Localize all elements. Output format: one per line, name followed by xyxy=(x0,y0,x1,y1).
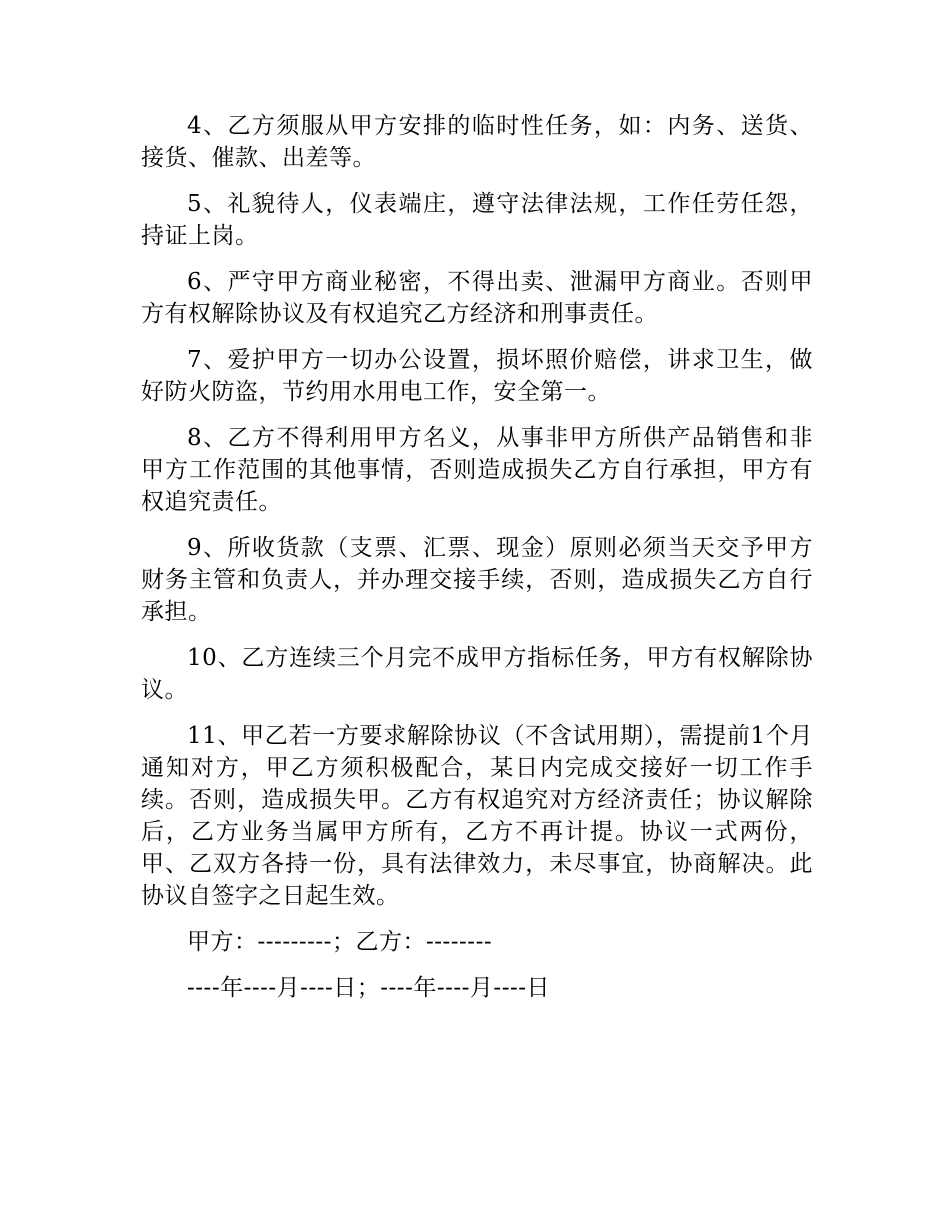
clause-9: 9、所收货款（支票、汇票、现金）原则必须当天交予甲方财务主管和负责人，并办理交接手续，否则，造成损失乙方自行承担。 xyxy=(141,535,813,625)
clause-10: 10、乙方连续三个月完不成甲方指标任务，甲方有权解除协议。 xyxy=(141,645,813,703)
clause-6: 6、严守甲方商业秘密，不得出卖、泄漏甲方商业。否则甲方有权解除协议及有权追究乙方经济和刑事责任。 xyxy=(141,269,813,327)
clause-5: 5、礼貌待人，仪表端庄，遵守法律法规，工作任劳任怨，持证上岗。 xyxy=(141,191,813,249)
document-body xyxy=(141,110,813,1018)
clause-11: 11、甲乙若一方要求解除协议（不含试用期），需提前1个月通知对方，甲乙方须积极配合，某日内完成交接好一切工作手续。否则，造成损失甲。乙方有权追究对方经济责任；协议解除后，乙方业务当属甲方所有，乙方不再计提。协议一式两份，甲、乙双方各持一份，具有法律效力，未尽事宜，协商解决。此协议自签字之日起生效。 xyxy=(141,723,813,909)
clause-4: 4、乙方须服从甲方安排的临时性任务，如：内务、送货、接货、催款、出差等。 xyxy=(141,113,813,171)
clause-8: 8、乙方不得利用甲方名义，从事非甲方所供产品销售和非甲方工作范围的其他事情，否则造成损失乙方自行承担，甲方有权追究责任。 xyxy=(141,425,813,515)
signature-line: 甲方：---------；乙方：-------- xyxy=(187,929,493,955)
clause-7: 7、爱护甲方一切办公设置，损坏照价赔偿，讲求卫生，做好防火防盗，节约用水用电工作，安全第一。 xyxy=(141,347,813,405)
date-line: ----年----月----日；----年----月----日 xyxy=(187,975,551,1001)
